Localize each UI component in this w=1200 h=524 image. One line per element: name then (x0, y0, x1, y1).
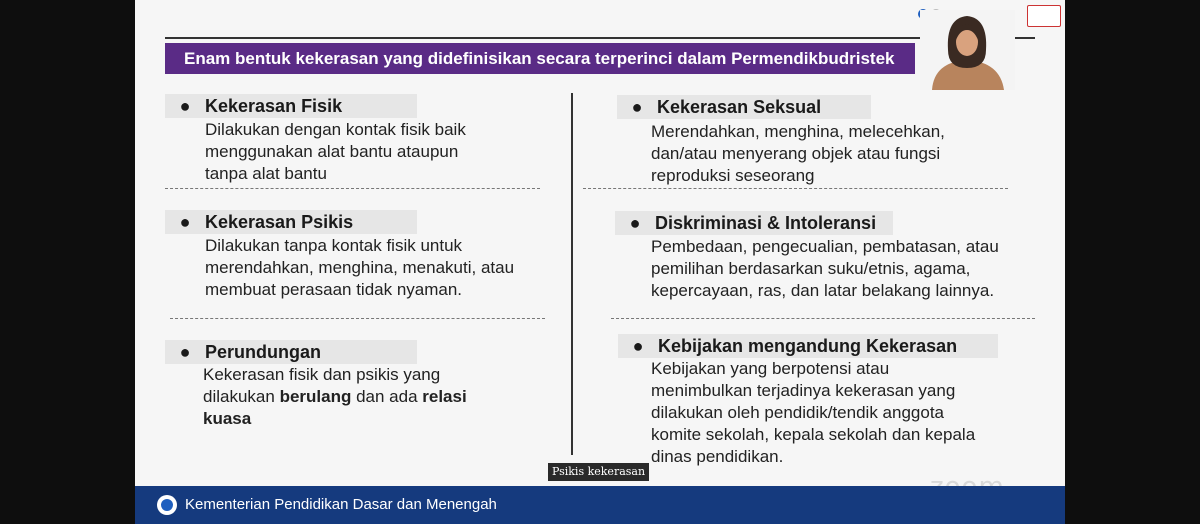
body-text: dilakukan (203, 387, 280, 406)
body-line: menimbulkan terjadinya kekerasan yang (651, 381, 956, 400)
bullet-icon: ● (179, 342, 191, 362)
bullet-icon: ● (632, 336, 644, 356)
body-line: menggunakan alat bantu ataupun (205, 142, 459, 161)
separator-line (583, 188, 1008, 189)
bullet-icon: ● (179, 212, 191, 232)
ministry-logo-icon (157, 495, 177, 515)
body-line: Kebijakan yang berpotensi atau (651, 359, 890, 378)
heading-text: Diskriminasi & Intoleransi (655, 213, 877, 233)
body-line: Dilakukan dengan kontak fisik baik (205, 120, 466, 139)
body-line: Pembedaan, pengecualian, pembatasan, atau (651, 237, 999, 256)
body-line: pemilihan berdasarkan suku/etnis, agama, (651, 259, 971, 278)
body-line: dilakukan oleh pendidik/tendik anggota (651, 403, 945, 422)
heading-text: Kebijakan mengandung Kekerasan (658, 336, 958, 356)
bullet-icon: ● (631, 97, 643, 117)
heading-text: Perundungan (205, 342, 321, 362)
slide-top-line (165, 37, 1035, 39)
heading-text: Kekerasan Fisik (205, 96, 343, 116)
body-line: kepercayaan, ras, dan latar belakang lainnya. (651, 281, 995, 300)
separator-line (165, 188, 540, 189)
bullet-icon: ● (179, 96, 191, 116)
item-body-diskriminasi (651, 236, 999, 302)
emphasis-text: kuasa (203, 409, 252, 428)
item-body-kebijakan (651, 358, 975, 468)
body-line: merendahkan, menghina, menakuti, atau (205, 258, 515, 277)
body-line (203, 386, 467, 408)
item-heading-kekerasan-fisik (165, 94, 417, 118)
body-line: Merendahkan, menghina, melecehkan, (651, 122, 945, 141)
item-heading-kekerasan-psikis (165, 210, 417, 234)
body-line: tanpa alat bantu (205, 164, 327, 183)
heading-text: Kekerasan Psikis (205, 212, 354, 232)
item-heading-kebijakan (618, 334, 998, 358)
item-body-kekerasan-psikis (205, 235, 514, 301)
caption-overlay: Psikis kekerasan (548, 463, 649, 481)
body-line: Kekerasan fisik dan psikis yang (203, 365, 441, 384)
body-line: membuat perasaan tidak nyaman. (205, 280, 463, 299)
body-text: dan ada (351, 387, 423, 406)
separator-line (611, 318, 1035, 319)
column-divider (571, 93, 573, 455)
item-heading-kekerasan-seksual (617, 95, 871, 119)
footer-text: Kementerian Pendidikan Dasar dan Menengah (185, 496, 497, 513)
institution-logo-icon (1027, 5, 1061, 27)
bullet-icon: ● (629, 213, 641, 233)
slide-title: Enam bentuk kekerasan yang didefinisikan secara terperinci dalam Permendikbudristek (165, 43, 915, 74)
emphasis-text: relasi (422, 387, 467, 406)
item-heading-perundungan (165, 340, 417, 364)
body-line: reproduksi seseorang (651, 166, 815, 185)
emphasis-text: berulang (279, 387, 352, 406)
slide-footer (135, 486, 1065, 524)
item-heading-diskriminasi (615, 211, 893, 235)
item-body-kekerasan-seksual (651, 121, 945, 187)
speaker-webcam-video (920, 10, 1015, 90)
body-line: dinas pendidikan. (651, 447, 784, 466)
item-body-kekerasan-fisik (205, 119, 466, 185)
heading-text: Kekerasan Seksual (657, 97, 822, 117)
separator-line (170, 318, 545, 319)
body-line: dan/atau menyerang objek atau fungsi (651, 144, 941, 163)
person-video-icon (920, 10, 1015, 90)
body-line: Dilakukan tanpa kontak fisik untuk (205, 236, 463, 255)
body-line: komite sekolah, kepala sekolah dan kepala (651, 425, 976, 444)
item-body-perundungan (203, 364, 467, 430)
